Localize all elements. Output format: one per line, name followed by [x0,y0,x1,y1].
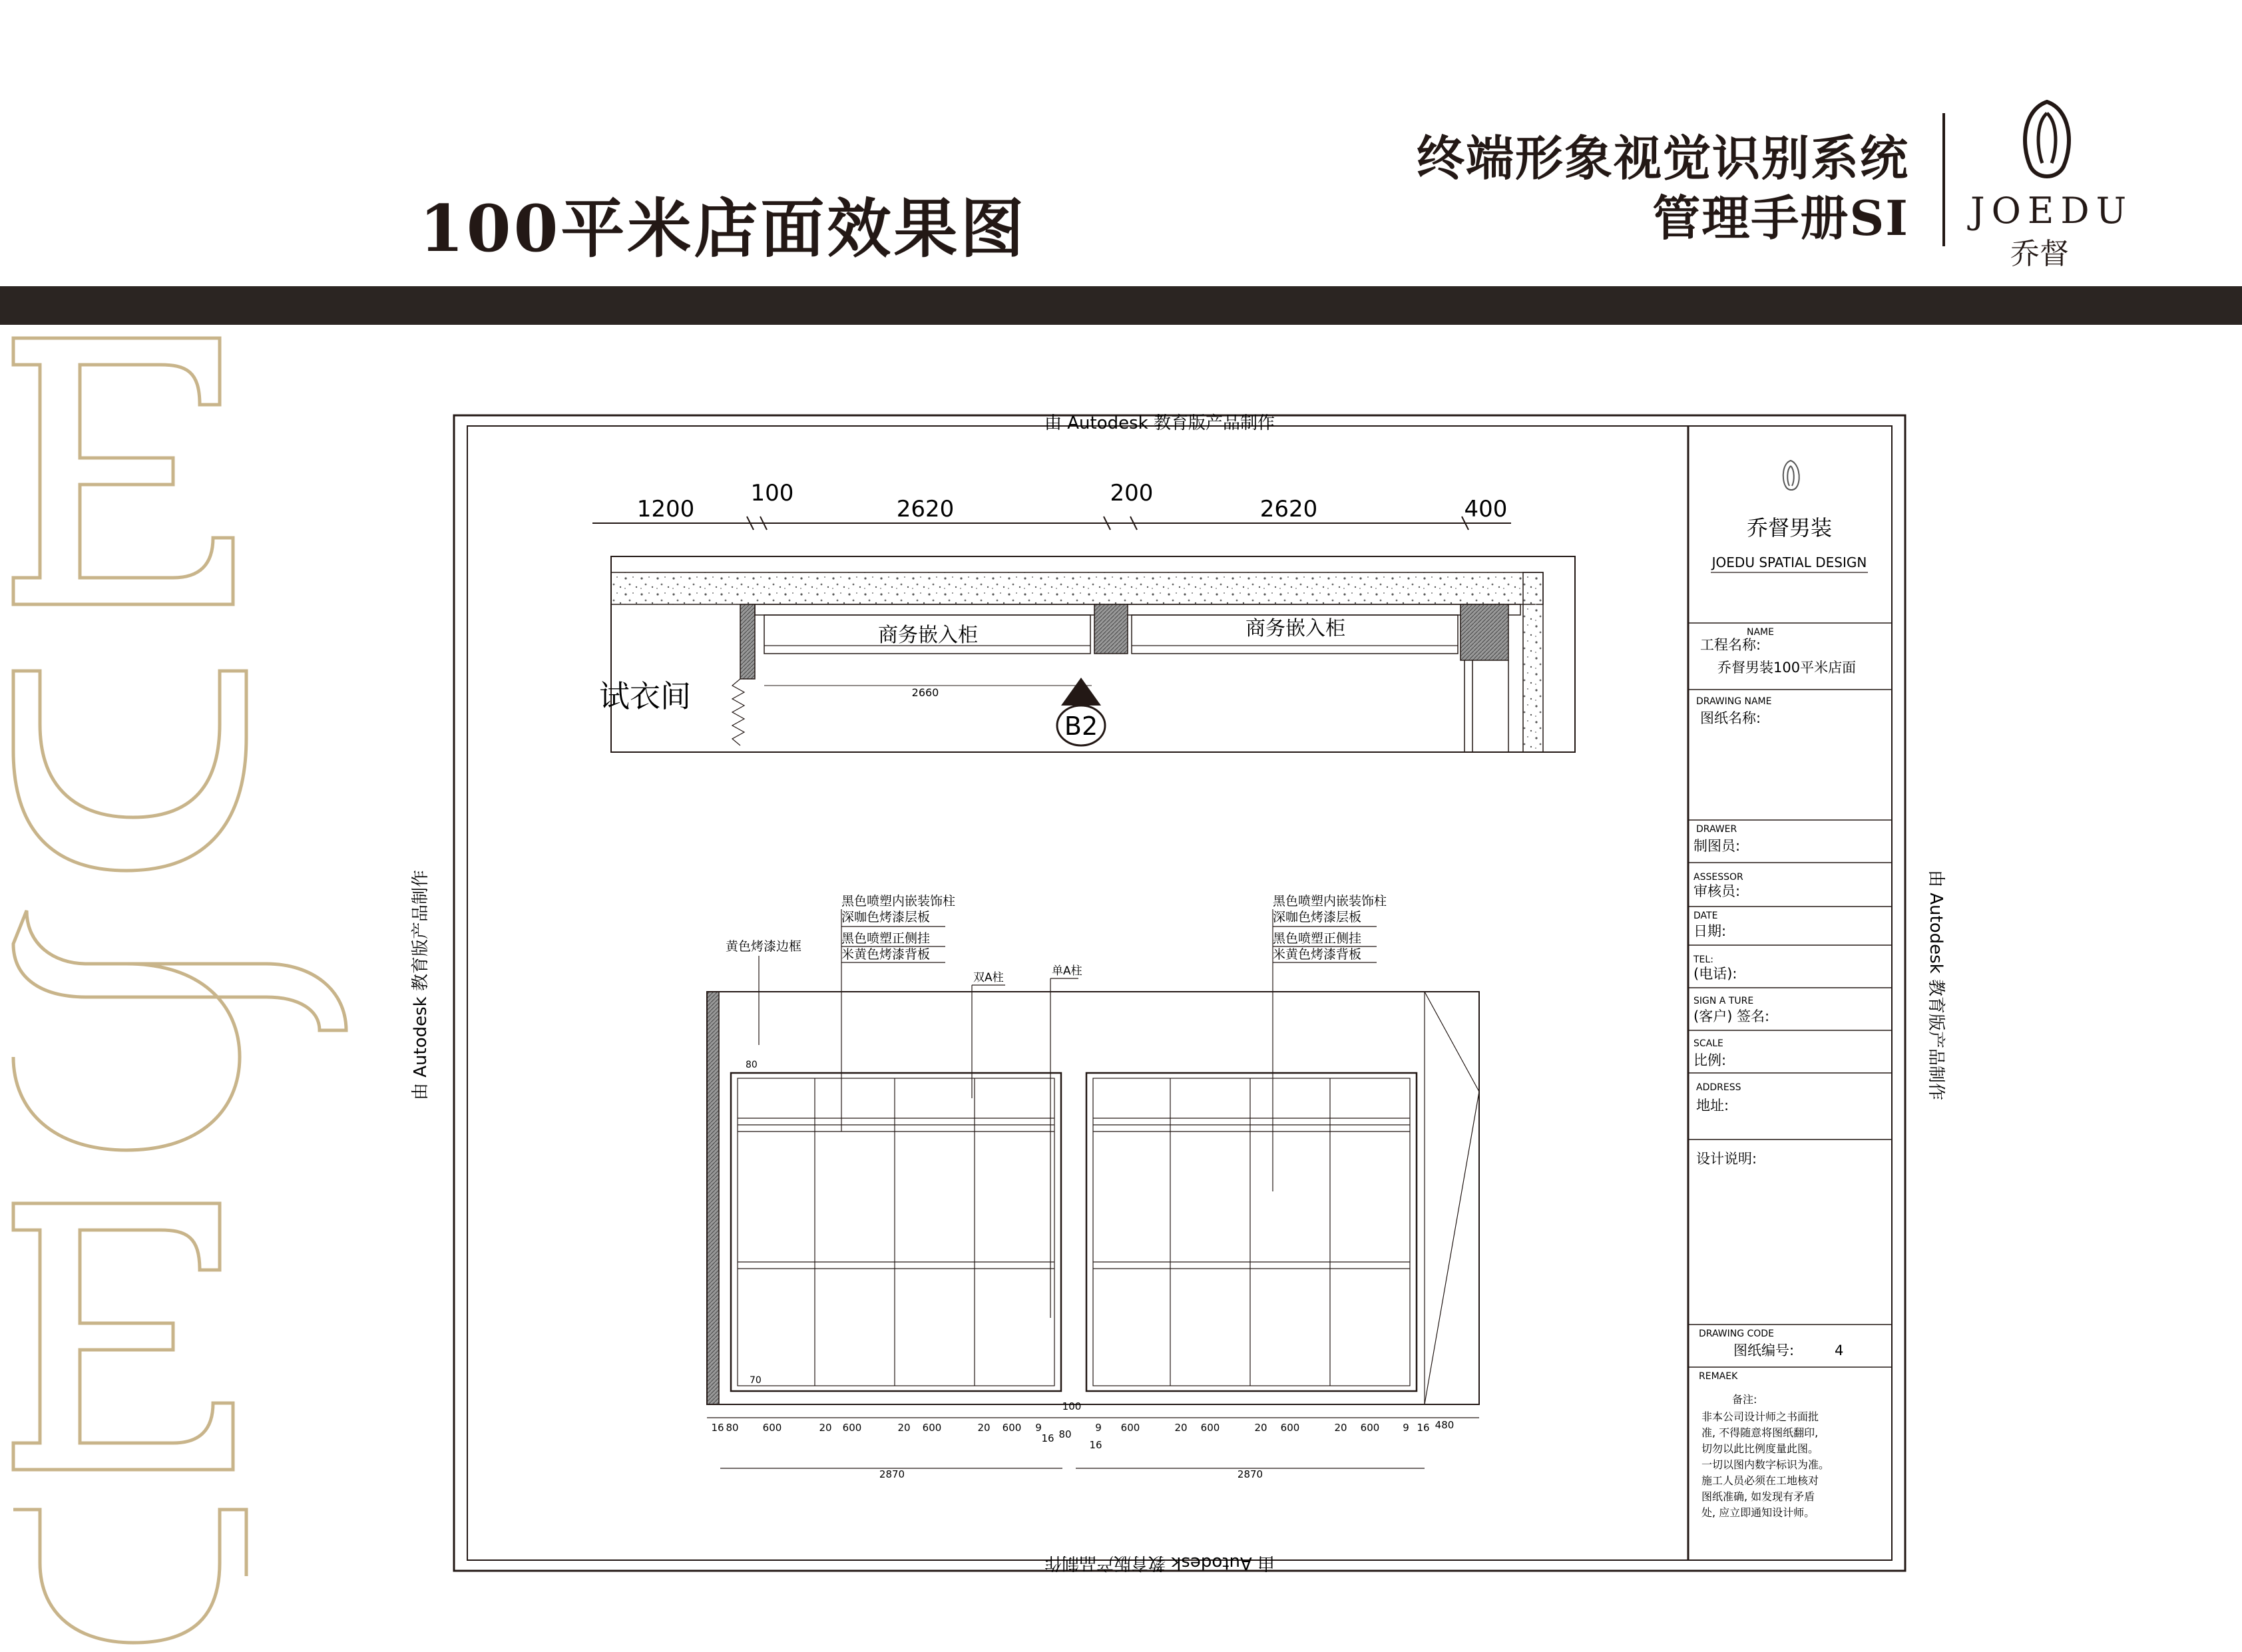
label-design-notes: 设计说明: [1696,1151,1757,1167]
bottom-dim-l1: 16 [711,1422,724,1434]
value-drawing-code: 4 [1835,1342,1844,1358]
remark-line-2: 非本公司设计师之书面批 [1701,1410,1819,1423]
title-block-company-en: JOEDU SPATIAL DESIGN [1711,554,1867,570]
annotation-left-2: 深咖色烤漆层板 [841,910,931,925]
bottom-dim-l2: 80 [726,1422,739,1434]
logo-chinese: 乔督 [2010,237,2069,271]
bottom-dim-r8: 600 [1360,1422,1380,1434]
total-dim-left: 2870 [879,1468,905,1480]
bottom-dim-l10: 9 [1035,1422,1042,1434]
annotation-left-4: 米黄色烤漆背板 [841,947,931,962]
total-dim-right: 2870 [1237,1468,1263,1480]
bottom-dim-l5: 600 [842,1422,862,1434]
annotation-left-3: 黑色喷塑正侧挂 [841,931,931,946]
bottom-dim-l6: 20 [897,1422,911,1434]
plan-dim-2: 100 [750,480,794,507]
bottom-dim-r7: 20 [1334,1422,1347,1434]
single-post-label: 单A柱 [1052,964,1082,978]
label-drawing-name-en: DRAWING NAME [1696,696,1772,707]
page-title: 100平米店面效果图 [419,191,1027,266]
label-date: 日期: [1693,923,1727,939]
bottom-dim-l4: 20 [819,1422,832,1434]
label-date-en: DATE [1693,911,1718,921]
elevation-side-dim-bottom: 70 [750,1375,762,1386]
bottom-dim-480: 480 [1435,1419,1455,1431]
bottom-dim-l7: 600 [922,1422,942,1434]
title-block-company: 乔督男装 [1746,515,1833,540]
label-scale-en: SCALE [1693,1038,1723,1049]
annotation-right-4: 米黄色烤漆背板 [1273,947,1362,962]
elevation-annotations-right [1273,894,1387,962]
elevation-side-dim-top: 80 [746,1060,758,1070]
title-block-en-labels [1693,627,1774,1382]
system-title-line2: 管理手册SI [1652,190,1909,246]
bottom-dim-r4: 600 [1200,1422,1220,1434]
label-signature: (客户) 签名: [1693,1008,1770,1024]
label-tel-en: TEL: [1693,954,1713,965]
bottom-dim-100: 100 [1062,1400,1082,1412]
bottom-dim-16b: 16 [1089,1439,1102,1451]
annotation-right-1: 黑色喷塑内嵌装饰柱 [1273,894,1387,909]
system-title-line1: 终端形象视觉识别系统 [1416,130,1909,186]
label-drawer-en: DRAWER [1696,824,1737,835]
title-block-lines [1688,623,1892,1367]
plan-dim-6: 400 [1464,496,1508,522]
annotation-right-2: 深咖色烤漆层板 [1273,910,1362,925]
annotation-left-1: 黑色喷塑内嵌装饰柱 [841,894,956,909]
bottom-dim-l3: 600 [762,1422,782,1434]
frame-label: 黄色烤漆边框 [726,939,802,954]
cabinet-label-1: 商务嵌入柜 [878,624,978,647]
bottom-dim-r10: 16 [1417,1422,1430,1434]
title-block-remarks [1701,1393,1829,1519]
label-address: 地址: [1696,1098,1729,1114]
bottom-dim-l9: 600 [1002,1422,1022,1434]
elevation-view [707,992,1479,1404]
label-signature-en: SIGN A TURE [1693,996,1754,1006]
bottom-dim-r5: 20 [1254,1422,1267,1434]
bottom-dim-l8: 20 [977,1422,991,1434]
value-project: 乔督男装100平米店面 [1717,660,1857,676]
bottom-dim-80: 80 [1058,1428,1072,1440]
plan-dim-1: 1200 [636,496,695,522]
plan-dimension-line [592,516,1511,530]
label-drawing-code: 图纸编号: [1733,1342,1795,1358]
logo-wordmark: JOEDU [1970,190,2133,232]
remark-line-5: 一切以图内数字标识为准。 [1701,1458,1830,1471]
label-tel: (电话): [1693,966,1737,982]
remark-line-4: 切勿以此比例度量此图。 [1701,1442,1819,1455]
watermark-top: 由 Autodesk 教育版产品制作 [1044,413,1275,433]
bottom-dim-r3: 20 [1174,1422,1188,1434]
remark-line-6: 施工人员必须在工地核对 [1701,1474,1819,1487]
watermark-bottom: 由 Autodesk 教育版产品制作 [1044,1553,1275,1573]
watermark-right: 由 Autodesk 教育版产品制作 [1926,870,1946,1100]
bottom-dim-r2: 600 [1120,1422,1140,1434]
bottom-dim-r6: 600 [1280,1422,1300,1434]
remark-line-3: 准, 不得随意将图纸翻印, [1701,1426,1819,1439]
title-block-logo-icon [1783,461,1799,490]
label-drawing-code-en: DRAWING CODE [1699,1329,1774,1339]
label-remark-en: REMAEK [1699,1371,1738,1382]
label-scale: 比例: [1693,1052,1727,1068]
remark-line-7: 图纸准确, 如发现有矛盾 [1701,1490,1815,1503]
label-drawer: 制图员: [1693,838,1741,854]
watermark-left: 由 Autodesk 教育版产品制作 [411,870,431,1100]
label-assessor-en: ASSESSOR [1693,872,1743,883]
bottom-dim-r9: 9 [1403,1422,1409,1434]
remark-line-8: 处, 应立即通知设计师。 [1701,1506,1815,1519]
plan-dim-4: 200 [1110,480,1154,507]
bottom-dim-16a: 16 [1041,1432,1054,1444]
label-assessor: 审核员: [1693,883,1741,899]
elevation-annotations-left [841,894,955,962]
label-address-en: ADDRESS [1696,1082,1741,1093]
label-drawing-name: 图纸名称: [1700,710,1761,726]
annotation-right-3: 黑色喷塑正侧挂 [1273,931,1362,946]
double-post-label: 双A柱 [973,971,1004,984]
plan-dim-3: 2620 [896,496,955,522]
bottom-dim-r1: 9 [1095,1422,1102,1434]
section-marker-label: B2 [1064,712,1098,741]
plan-dim-5: 2620 [1259,496,1318,522]
cabinet-label-2: 商务嵌入柜 [1245,617,1345,640]
plan-inner-dim: 2660 [911,686,939,699]
label-project: 工程名称: [1700,637,1761,653]
room-label: 试衣间 [599,678,691,714]
remark-line-1: 备注: [1732,1393,1757,1406]
label-name-en: NAME [1747,627,1774,638]
